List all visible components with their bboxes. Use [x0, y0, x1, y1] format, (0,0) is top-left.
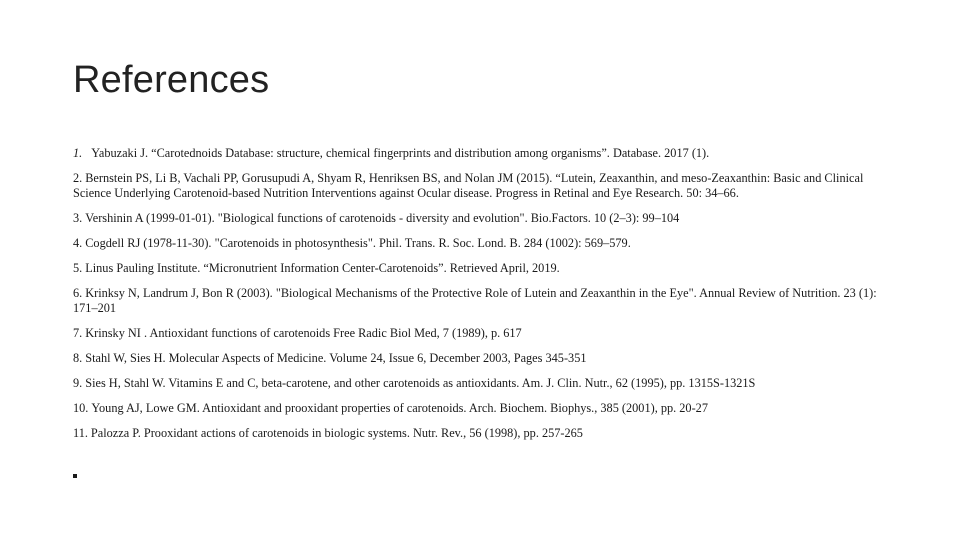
reference-item	[73, 171, 885, 201]
reference-text: Linus Pauling Institute. “Micronutrient Information Center-Carotenoids”. Retrieved April, 2019.	[85, 261, 560, 275]
reference-item	[73, 261, 885, 276]
reference-number: 11.	[73, 426, 88, 440]
reference-text: Young AJ, Lowe GM. Antioxidant and prooxidant properties of carotenoids. Arch. Biochem. Biophys., 385 (2001), pp. 20-27	[91, 401, 708, 415]
reference-number: 5.	[73, 261, 83, 275]
reference-number: 1.	[73, 146, 83, 160]
reference-text: Vershinin A (1999-01-01). "Biological functions of carotenoids - diversity and evolution". Bio.Factors. 10 (2–3): 99–104	[85, 211, 680, 225]
reference-item	[73, 146, 885, 161]
reference-number: 6.	[73, 286, 83, 300]
reference-item	[73, 401, 885, 416]
reference-text: Krinsky NI . Antioxidant functions of carotenoids Free Radic Biol Med, 7 (1989), p. 617	[85, 326, 522, 340]
reference-text: Sies H, Stahl W. Vitamins E and C, beta-carotene, and other carotenoids as antioxidants. Am. J. Clin. Nutr., 62 (1995), pp. 1315S-1321S	[85, 376, 756, 390]
reference-item	[73, 211, 885, 226]
reference-item	[73, 376, 885, 391]
reference-item	[73, 351, 885, 366]
reference-number: 8.	[73, 351, 83, 365]
bullet-marker	[73, 474, 77, 478]
reference-number: 2.	[73, 171, 83, 185]
reference-text: Palozza P. Prooxidant actions of carotenoids in biologic systems. Nutr. Rev., 56 (1998), pp. 257-265	[90, 426, 583, 440]
reference-number: 3.	[73, 211, 83, 225]
reference-text: Stahl W, Sies H. Molecular Aspects of Medicine. Volume 24, Issue 6, December 2003, Pages 345-351	[85, 351, 587, 365]
reference-item	[73, 236, 885, 251]
reference-number: 9.	[73, 376, 83, 390]
reference-number: 7.	[73, 326, 83, 340]
reference-item	[73, 426, 885, 441]
reference-number: 4.	[73, 236, 83, 250]
reference-text: Bernstein PS, Li B, Vachali PP, Gorusupudi A, Shyam R, Henriksen BS, and Nolan JM (2015). “Lutein, Zeaxanthin, and meso-Zeaxanthin: Basic and Clinical Science Underlying Carotenoid-based Nutrition Interventions against Ocular disease. Progress in Retinal and Eye Research. 50: 34–66.	[73, 171, 864, 200]
reference-text: Yabuzaki J. “Carotednoids Database: structure, chemical fingerprints and distribution among organisms”. Database. 2017 (1).	[91, 146, 710, 160]
reference-number: 10.	[73, 401, 89, 415]
reference-list	[73, 146, 885, 451]
reference-item	[73, 286, 885, 316]
page-title: References	[73, 59, 270, 101]
reference-text: Krinksy N, Landrum J, Bon R (2003). "Biological Mechanisms of the Protective Role of Lutein and Zeaxanthin in the Eye". Annual Review of Nutrition. 23 (1): 171–201	[73, 286, 877, 315]
reference-text: Cogdell RJ (1978-11-30). "Carotenoids in photosynthesis". Phil. Trans. R. Soc. Lond. B. 284 (1002): 569–579.	[85, 236, 631, 250]
reference-item	[73, 326, 885, 341]
